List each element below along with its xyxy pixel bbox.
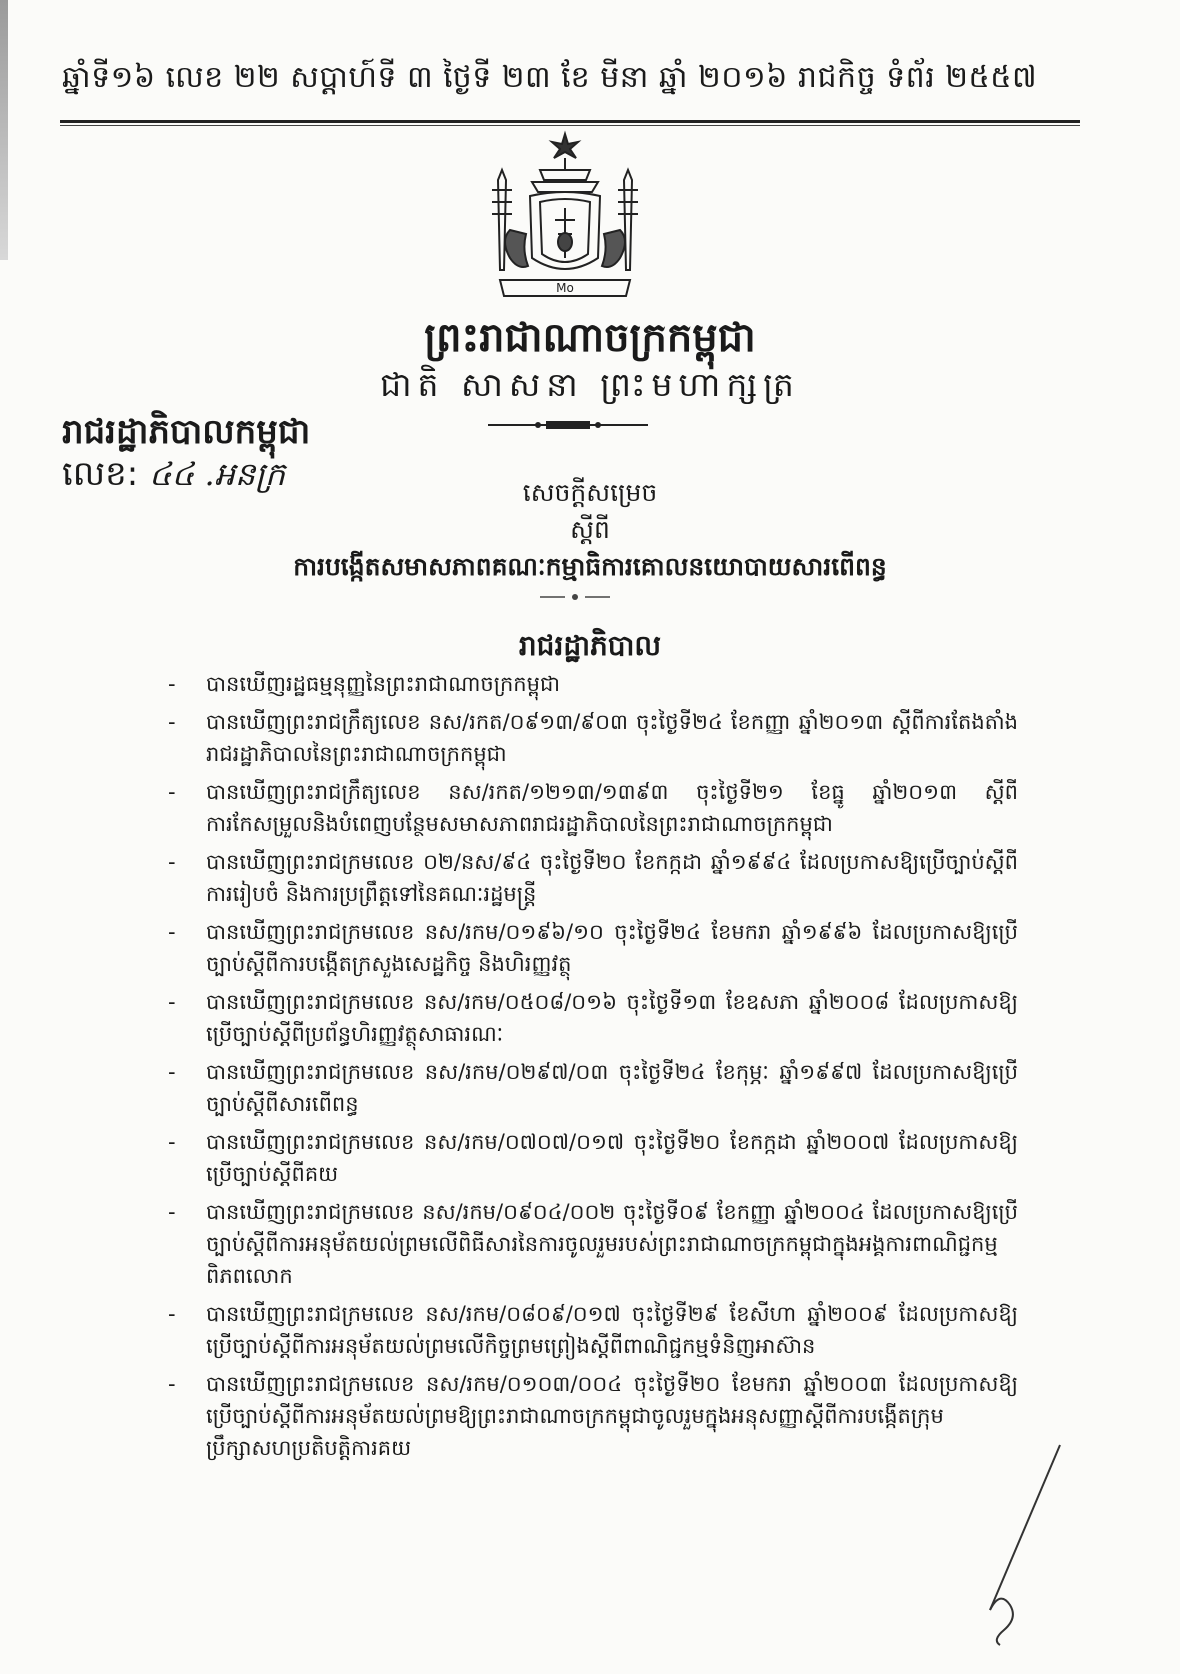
emblem-ribbon-text: Mo	[556, 281, 574, 295]
gazette-header: ឆ្នាំទី១៦ លេខ ២២ សប្ដាហ៍ទី ៣ ថ្ងៃទី ២៣ ខែ មីនា ឆ្នាំ ២០១៦ រាជកិច្ច ទំព័រ ២៥៥៧	[62, 60, 1038, 95]
bullet: -	[168, 1130, 176, 1154]
bullet: -	[168, 710, 176, 734]
bullet: -	[168, 1060, 176, 1084]
bullet: -	[168, 850, 176, 874]
bullet: -	[168, 990, 176, 1014]
list-item: - បានឃើញព្រះរាជក្រមលេខ នស/រកម/០១៩៦/១០ ចុះថ្ងៃទី២៤ ខែមករា ឆ្នាំ១៩៩៦ ដែលប្រកាសឱ្យប្រើច្បាប់ស្ដីពីការបង្កើតក្រសួងសេដ្ឋកិច្ច និងហិរញ្ញវត្ថុ	[168, 916, 1018, 980]
list-item: - បានឃើញរដ្ឋធម្មនុញ្ញនៃព្រះរាជាណាចក្រកម្ពុជា	[168, 668, 1018, 700]
scan-edge-shadow	[0, 0, 8, 260]
small-ornament	[540, 592, 610, 602]
royal-coat-of-arms-icon	[470, 130, 660, 302]
ornamental-divider	[488, 418, 648, 432]
bullet: -	[168, 1200, 176, 1224]
list-item: - បានឃើញព្រះរាជក្រមលេខ នស/រកម/០៨០៩/០១៧ ចុះថ្ងៃទី២៩ ខែសីហា ឆ្នាំ២០០៩ ដែលប្រកាសឱ្យប្រើច្បាប់ស្ដីពីការអនុម័តយល់ព្រមលើកិច្ចព្រមព្រៀងស្ដីពីពាណិជ្ជកម្មទំនិញអាស៊ាន	[168, 1298, 1018, 1362]
bullet: -	[168, 1372, 176, 1396]
bullet: -	[168, 1302, 176, 1326]
list-item: - បានឃើញព្រះរាជក្រឹត្យលេខ នស/រកត/០៩១៣/៩០៣ ចុះថ្ងៃទី២៤ ខែកញ្ញា ឆ្នាំ២០១៣ ស្ដីពីការតែងតាំងរាជរដ្ឋាភិបាលនៃព្រះរាជាណាចក្រកម្ពុជា	[168, 706, 1018, 770]
document-about: ស្ដីពី	[570, 515, 610, 544]
kingdom-title: ព្រះរាជាណាចក្រកម្ពុជា	[424, 315, 756, 361]
list-item: - បានឃើញព្រះរាជក្រមលេខ នស/រកម/០៥០៨/០១៦ ចុះថ្ងៃទី១៣ ខែឧសភា ឆ្នាំ២០០៨ ដែលប្រកាសឱ្យប្រើច្បាប់ស្ដីពីប្រព័ន្ធហិរញ្ញវត្ថុសាធារណៈ	[168, 986, 1018, 1050]
header-rule-thin	[60, 125, 1080, 126]
list-item: - បានឃើញព្រះរាជក្រមលេខ នស/រកម/០៧០៧/០១៧ ចុះថ្ងៃទី២០ ខែកក្កដា ឆ្នាំ២០០៧ ដែលប្រកាសឱ្យប្រើច្បាប់ស្ដីពីគយ	[168, 1126, 1018, 1190]
national-motto: ជាតិ សាសនា ព្រះមហាក្សត្រ	[380, 365, 800, 404]
list-item: - បានឃើញព្រះរាជក្រមលេខ ០២/នស/៩៤ ចុះថ្ងៃទី២០ ខែកក្កដា ឆ្នាំ១៩៩៤ ដែលប្រកាសឱ្យប្រើច្បាប់ស្ដីពីការរៀបចំ និងការប្រព្រឹត្តទៅនៃគណៈរដ្ឋមន្ត្រី	[168, 846, 1018, 910]
document-subject: ការបង្កើតសមាសភាពគណៈកម្មាធិការគោលនយោបាយសារពើពន្ធ	[293, 552, 887, 581]
bullet: -	[168, 672, 176, 696]
issuer-name: រាជរដ្ឋាភិបាលកម្ពុជា	[62, 412, 311, 452]
considerations-list	[168, 668, 1018, 1470]
handwritten-signature-icon	[960, 1440, 1080, 1650]
document-type: សេចក្ដីសម្រេច	[522, 478, 658, 507]
list-item: - បានឃើញព្រះរាជក្រមលេខ នស/រកម/០២៩៧/០៣ ចុះថ្ងៃទី២៤ ខែកុម្ភៈ ឆ្នាំ១៩៩៧ ដែលប្រកាសឱ្យប្រើច្បាប់ស្ដីពីសារពើពន្ធ	[168, 1056, 1018, 1120]
bullet: -	[168, 780, 176, 804]
bullet: -	[168, 920, 176, 944]
list-item: - បានឃើញព្រះរាជក្រមលេខ នស/រកម/០១០៣/០០៤ ចុះថ្ងៃទី២០ ខែមករា ឆ្នាំ២០០៣ ដែលប្រកាសឱ្យប្រើច្បាប់ស្ដីពីការអនុម័តយល់ព្រមឱ្យព្រះរាជាណាចក្រកម្ពុជាចូលរួមក្នុងអនុសញ្ញាស្ដីពីការបង្កើតក្រុមប្រឹក្សាសហប្រតិបត្តិការគយ	[168, 1368, 1018, 1464]
header-rule	[60, 120, 1080, 123]
number-value: ៤៤ .អនក្រ	[149, 455, 286, 493]
list-item: - បានឃើញព្រះរាជក្រមលេខ នស/រកម/០៩០៤/០០២ ចុះថ្ងៃទី០៩ ខែកញ្ញា ឆ្នាំ២០០៤ ដែលប្រកាសឱ្យប្រើច្បាប់ស្ដីពីការអនុម័តយល់ព្រមលើពិធីសារនៃការចូលរួមរបស់ព្រះរាជាណាចក្រកម្ពុជាក្នុងអង្គការពាណិជ្ជកម្មពិភពលោក	[168, 1196, 1018, 1292]
number-label: លេខ:	[62, 454, 139, 494]
government-heading: រាជរដ្ឋាភិបាល	[518, 629, 662, 662]
list-item: - បានឃើញព្រះរាជក្រឹត្យលេខ នស/រកត/១២១៣/១៣៩៣ ចុះថ្ងៃទី២១ ខែធ្នូ ឆ្នាំ២០១៣ ស្ដីពីការកែសម្រួលនិងបំពេញបន្ថែមសមាសភាពរាជរដ្ឋាភិបាលនៃព្រះរាជាណាចក្រកម្ពុជា	[168, 776, 1018, 840]
